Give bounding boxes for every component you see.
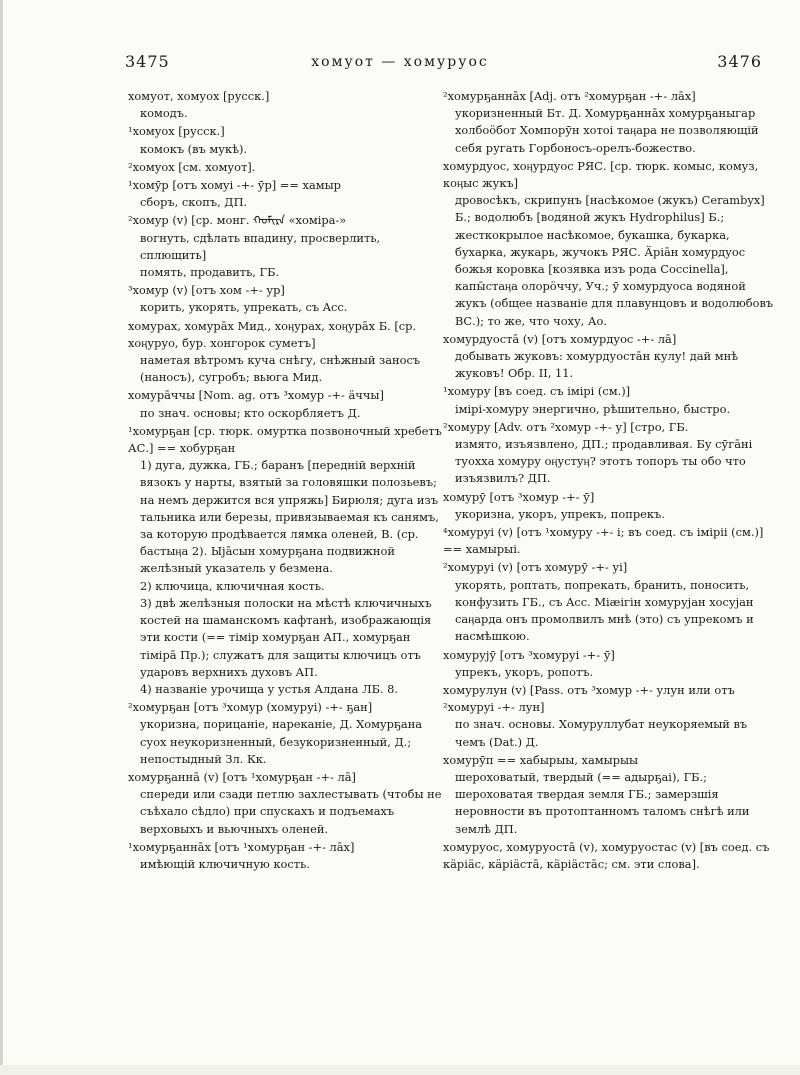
dictionary-entry: [128, 318, 446, 387]
entry-headword: ⁴хомуруі (v) [отъ ¹хомуру -+- і; въ соед. съ іміріі (см.)] == хамырыі.: [443, 525, 764, 557]
entry-headword: ¹хомурҕаннāх [отъ ¹хомурҕан -+- лāх]: [128, 839, 355, 854]
entry-definition: імірі-хомуру энергично, рѣшительно, быстро.: [455, 401, 731, 416]
right-column: [443, 88, 779, 874]
dictionary-entry: [128, 282, 446, 316]
entry-definition: по знач. основы; кто оскорбляетъ Д.: [140, 405, 361, 420]
entry-definition: 2) ключица, ключичная кость.: [140, 578, 325, 593]
entry-definition: комокъ (въ мукѣ).: [140, 141, 248, 156]
entry-definition: измято, изъязвлено, ДП.; продавливая. Бу сӯгāні туохха хомуру оӊустуӊ? этотъ топоръ ты обо что изъязвилъ? ДП.: [455, 437, 753, 486]
entry-definition: спереди или сзади петлю захлестывать (чтобы не съѣхало сѣдло) при спускахъ и подъемахъ верховыхъ и вьючныхъ оленей.: [140, 787, 442, 836]
entry-headword: ²хомурҕаннāх [Adj. отъ ²хомурҕан -+- лāх]: [443, 89, 696, 103]
entry-definition: корить, укорять, упрекать, съ Acc.: [140, 300, 348, 315]
dictionary-entry: [128, 387, 446, 421]
entry-definition: укоризна, укоръ, упрекъ, попрекъ.: [455, 506, 665, 521]
dictionary-entry: [128, 177, 446, 211]
entry-headword: ¹хомуох [русск.]: [128, 124, 225, 139]
dictionary-entry: [128, 839, 446, 873]
dictionary-entry: [443, 839, 779, 873]
entry-headword: хомурах, хомурāх Мид., хоӊурах, хоӊурāх Б. [ср. хоӊуруо, бур. хонгорок суметъ]: [128, 318, 417, 350]
dictionary-entry: [443, 559, 779, 645]
dictionary-entry: [443, 331, 779, 383]
dictionary-entry: [443, 88, 779, 157]
entry-headword: ²хомуру [Adv. отъ ²хомур -+- у] [стро, ГБ.: [443, 419, 689, 434]
left-column: [128, 88, 446, 874]
entry-definition: добывать жуковъ: хомурдуостāн кулу! дай мнѣ жуковъ! Обр. II, 11.: [455, 349, 739, 381]
entry-definition: 1) дуга, дужка, ГБ.; баранъ [передній верхній вязокъ у нарты, взятый за головяшки полозьевъ; на немъ держится вся упряжь] Бирюля; дуга изъ тальника или березы, привязываемая къ санямъ, за которую продѣвается лямка оленей, В. (ср. бастыӊа 2). Ыјāсын хомурҕана подвижной желѣзный указатель у безмена.: [140, 458, 439, 576]
entry-definition: упрекъ, укоръ, ропотъ.: [455, 664, 594, 679]
entry-definition: шероховатый, твердый (== адырҕаі), ГБ.; шероховатая твердая земля ГБ.; замерзшія неровности въ протоптанномъ таломъ снѣгѣ или землѣ ДП.: [455, 769, 750, 836]
dictionary-entry: [443, 383, 779, 417]
entry-headword: хомурҕаннā (v) [отъ ¹хомурҕан -+- лā]: [128, 769, 356, 784]
page-header: [0, 42, 800, 72]
entry-headword: хомурāччы [Nom. ag. отъ ³хомур -+- ӓччы]: [128, 388, 384, 403]
dictionary-entry: [128, 769, 446, 838]
entry-headword: ¹хомӯр [отъ хомуі -+- ӯр] == хамыр: [128, 178, 341, 193]
entry-definition: наметая вѣтромъ куча снѣгу, снѣжный заносъ (наносъ), сугробъ; вьюга Мид.: [140, 353, 421, 385]
entry-headword: ¹хомуру [въ соед. съ імірі (см.)]: [443, 384, 631, 399]
dictionary-entry: [443, 489, 779, 523]
entry-definition: укорять, роптать, попрекать, бранить, поносить, конфузить ГБ., съ Acc. Міӕігін хомурујан хосујан саӊарда онъ промолвилъ мнѣ (это) съ упрекомъ и насмѣшкою.: [455, 577, 754, 644]
entry-definition: комодъ.: [140, 106, 188, 121]
entry-headword: хомурујӯ [отъ ³хомуруі -+- ӯ]: [443, 647, 615, 662]
entry-headword: хомурдуос, хоӊурдуос РЯС. [ср. тюрк. комыс, комуз, коӊыс жукъ]: [443, 158, 759, 191]
scan-edge: [0, 0, 3, 1075]
entry-headword: хомуруос, хомуруостā (v), хомуруостас (v) [въ соед. съ кӓріӓс, кӓріӓстā, кӓріӓстāс; см. эти слова].: [443, 839, 770, 871]
dictionary-entry: [443, 158, 779, 330]
entry-headword: ²хомурҕан [отъ ³хомур (хомуруі) -+- ҕан]: [128, 700, 373, 715]
entry-definition: укоризна, порицаніе, нареканіе, Д. Хомурҕана суох неукоризненный, безукоризненный, Д.; непостыдный Зл. Кк.: [140, 717, 423, 766]
dictionary-entry: [443, 752, 779, 838]
dictionary-entry: [128, 159, 446, 176]
entry-headword: хомурулун (v) [Pass. отъ ³хомур -+- улун или отъ ²хомуруі -+- лун]: [443, 682, 735, 715]
running-head: хомуот — хомуруос: [311, 54, 489, 70]
entry-definition: укоризненный Бт. Д. Хомурҕаннāх хомурҕаныгар холбоӧбот Хомпорӯн хотоі таӊара не позволяющій себя ругать Горбоносъ-орелъ-божество.: [455, 106, 759, 155]
entry-definition: имѣющій ключичную кость.: [140, 856, 310, 871]
dictionary-entry: [128, 423, 446, 698]
dictionary-entry: [443, 524, 779, 558]
dictionary-entry: [443, 419, 779, 488]
entry-definition: вогнуть, сдѣлать впадину, просверлить, сплющить]: [140, 230, 381, 262]
page-number-left: 3475: [125, 52, 170, 71]
dictionary-entry: [128, 212, 446, 281]
entry-headword: ²хомуох [см. хомуот].: [128, 159, 256, 174]
entry-definition: 3) двѣ желѣзныя полоски на мѣстѣ ключичныхъ костей на шаманскомъ кафтанѣ, изображающія эти кости (== тімір хомурҕан АП., хомурҕан тімірā Пр.); служатъ для защиты ключицъ отъ ударовъ верхнихъ духовъ АП.: [140, 595, 432, 679]
page-number-right: 3476: [717, 52, 762, 71]
entry-headword: хомурӯп == хабырыы, хамырыы: [443, 752, 639, 767]
dictionary-entry: [443, 647, 779, 681]
dictionary-entry: [128, 88, 446, 122]
entry-definition: 4) названіе урочища у устья Алдана ЛБ. 8.: [140, 681, 399, 696]
entry-headword: ²хомуруі (v) [отъ хомурӯ -+- уі]: [443, 560, 628, 575]
dictionary-entry: [128, 699, 446, 768]
entry-headword: хомуот, хомуох [русск.]: [128, 89, 270, 103]
dictionary-entry: [128, 123, 446, 157]
entry-definition: помять, продавить, ГБ.: [140, 265, 280, 280]
dictionary-entry: [443, 682, 779, 751]
entry-headword: хомурӯ [отъ ³хомур -+- ӯ]: [443, 489, 595, 504]
entry-headword: ³хомур (v) [отъ хом -+- ур]: [128, 283, 285, 298]
scan-bottom-margin: [0, 1065, 800, 1075]
entry-definition: по знач. основы. Хомуруллубат неукоряемый въ чемъ (Dat.) Д.: [455, 717, 748, 749]
entry-definition: сборъ, скопъ, ДП.: [140, 195, 248, 210]
entry-headword: хомурдуостā (v) [отъ хомурдуос -+- лā]: [443, 331, 677, 346]
entry-definition: дровосѣкъ, скрипунъ [насѣкомое (жукъ) Cerambyx] Б.; водолюбъ [водяной жукъ Hydrophilus] Б.; жесткокрылое насѣкомое, букашка, букарка, бухарка, жукарь, жучокъ РЯС. Ӓріāн хомурдуос божья коровка [козявка изъ рода Coccinella], капы̄стаӊа олорӧччу, Уч.; ӯ хомурдуоса водяной жукъ (общее названіе для плавунцовъ и водолюбовъ ВС.); то же, что чоху, Ао.: [455, 193, 774, 328]
entry-headword: ²хомур (v) [ср. монг. ᠬᠣᠮᠢᠷᠠ «хоміра-»: [128, 213, 347, 228]
entry-headword: ¹хомурҕан [ср. тюрк. омуртка позвоночный хребетъ АС.] == хобурҕан: [128, 423, 442, 456]
